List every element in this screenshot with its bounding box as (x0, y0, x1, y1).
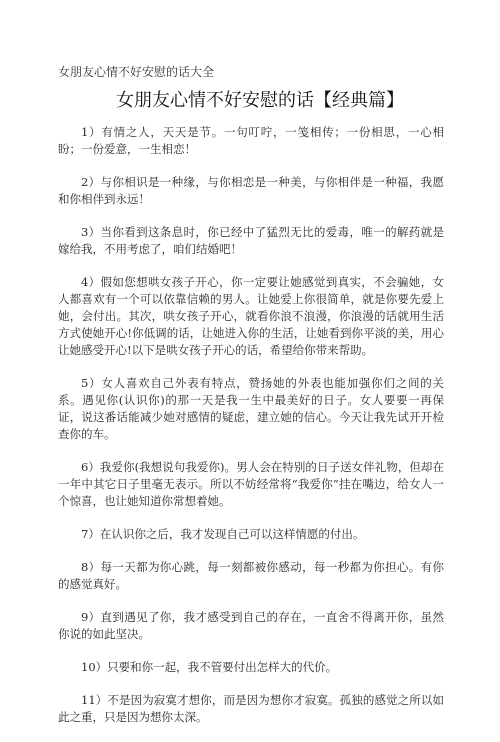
paragraph-8: 8）每一天都为你心跳，每一刻都被你感动，每一秒都为你担心。有你的感觉真好。 (58, 560, 444, 591)
paragraph-7: 7）在认识你之后，我才发现自己可以这样情愿的付出。 (81, 527, 365, 541)
paragraph-10: 10）只要和你一起，我不管要付出怎样大的代价。 (81, 660, 338, 674)
paragraph-3: 3）当你看到这条息时，你已经中了猛烈无比的爱毒，唯一的解药就是嫁给我，不用考虑了，咱们结婚吧！ (58, 225, 444, 256)
paragraph-11: 11）不是因为寂寞才想你，而是因为想你才寂寞。孤独的感觉之所以如此之重，只是因为想你太深。 (58, 693, 444, 724)
paragraph-4: 4）假如您想哄女孩子开心，你一定要让她感觉到真实，不会骗她，女人都喜欢有一个可以依靠信赖的男人。让她爱上你很简单，就是你要先爱上她，会付出。其次，哄女孩子开心，就看你浪不浪漫，你浪漫的话就用生活方式使她开心!你低调的话，让她进入你的生活，让她看到你平淡的美，用心让她感受开心!以下是哄女孩子开心的话，希望给你带来帮助。 (58, 275, 444, 357)
article-body (58, 124, 444, 742)
breadcrumb: 女朋友心情不好安慰的话大全 (58, 65, 215, 79)
paragraph-9: 9）直到遇见了你，我才感受到自己的存在，一直舍不得离开你，虽然你说的如此坚决。 (58, 610, 444, 641)
paragraph-5: 5）女人喜欢自己外表有特点，赞扬她的外表也能加强你们之间的关系。遇见你(认识你)的那一天是我一生中最美好的日子。女人要要一再保证，说这番话能减少她对感情的疑虑，建立她的信心。今天让我先试开开检查你的车。 (58, 376, 444, 441)
paragraph-2: 2）与你相识是一种缘，与你相恋是一种美，与你相伴是一种福，我愿和你相伴到永远！ (58, 175, 444, 206)
paragraph-1: 1）有情之人，天天是节。一句叮咛，一笺相传；一份相思，一心相盼；一份爱意，一生相恋！ (58, 125, 444, 156)
paragraph-6: 6）我爱你(我想说句我爱你)。男人会在特别的日子送女伴礼物，但却在一年中其它日子里毫无表示。所以不妨经常将“我爱你”挂在嘴边，给女人一个惊喜，也让她知道你常想着她。 (58, 460, 444, 508)
page-title: 女朋友心情不好安慰的话【经典篇】 (116, 90, 404, 111)
